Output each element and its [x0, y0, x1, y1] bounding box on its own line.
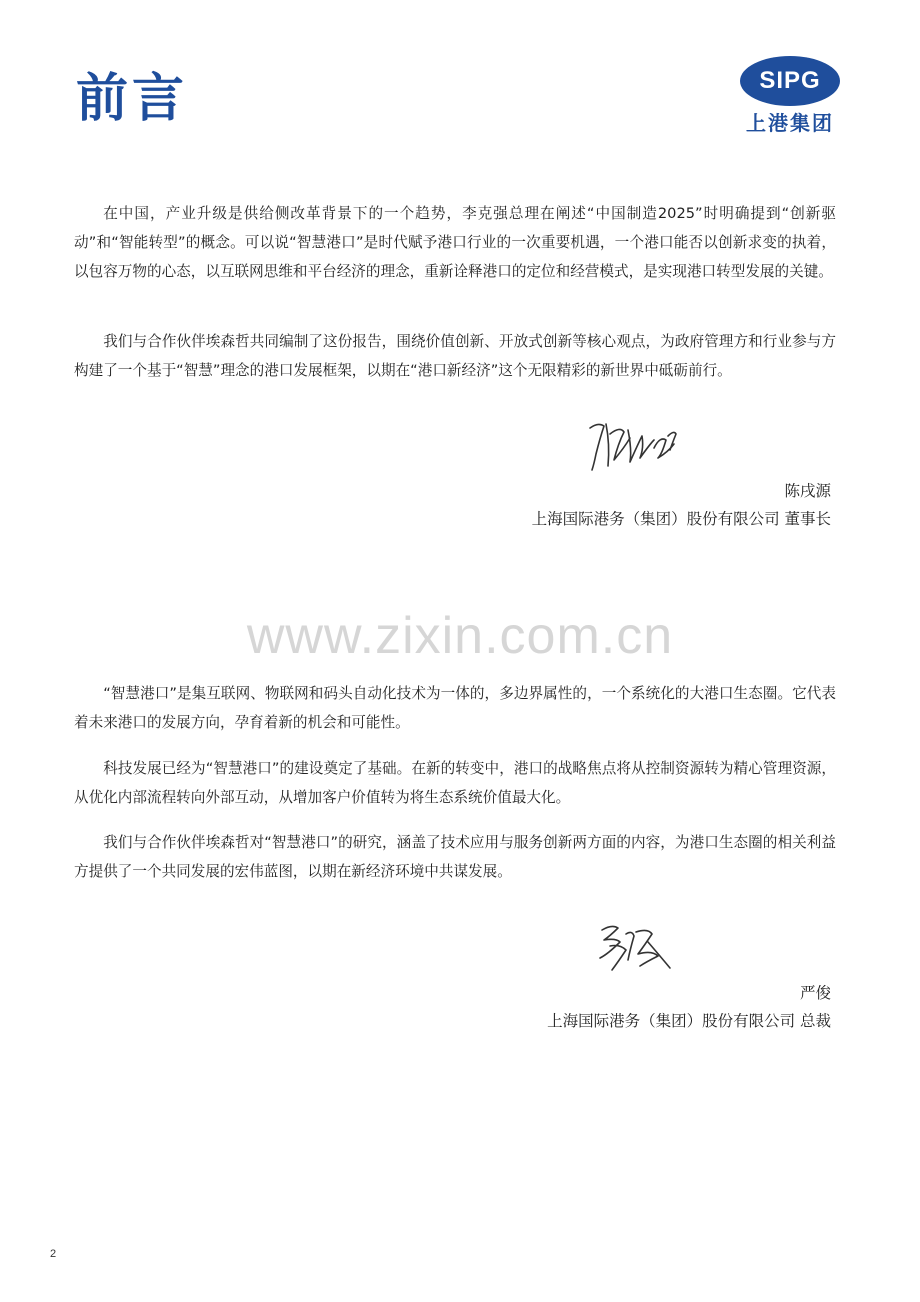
signer-title-2: 上海国际港务（集团）股份有限公司 总裁 [547, 1012, 831, 1030]
signer-name-1: 陈戌源 [784, 482, 831, 500]
section1-paragraph-2: 我们与合作伙伴埃森哲共同编制了这份报告，围绕价值创新、开放式创新等核心观点，为政府管理方和行业参与方构建了一个基于“智慧”理念的港口发展框架，以期在“港口新经济”这个无限精彩的新世界中砥砺前行。 [74, 333, 836, 379]
signature-yan-image [596, 920, 676, 976]
page-title: 前言 [76, 69, 189, 129]
logo-chinese: 上港集团 [746, 111, 834, 135]
logo-text: SIPG [740, 56, 840, 106]
sipg-logo [736, 56, 844, 140]
section2-paragraph-3: 我们与合作伙伴埃森哲对“智慧港口”的研究，涵盖了技术应用与服务创新两方面的内容，为港口生态圈的相关利益方提供了一个共同发展的宏伟蓝图，以期在新经济环境中共谋发展。 [74, 834, 836, 880]
signer-title-1: 上海国际港务（集团）股份有限公司 董事长 [531, 510, 831, 528]
section2-paragraph-1: “智慧港口”是集互联网、物联网和码头自动化技术为一体的，多边界属性的，一个系统化的大港口生态圈。它代表着未来港口的发展方向，孕育着新的机会和可能性。 [74, 685, 836, 731]
watermark: www.zixin.com.cn [246, 607, 674, 665]
section2-paragraph-2: 科技发展已经为“智慧港口”的建设奠定了基础。在新的转变中，港口的战略焦点将从控制资源转为精心管理资源，从优化内部流程转向外部互动，从增加客户价值转为将生态系统价值最大化。 [74, 760, 836, 806]
signer-name-2: 严俊 [799, 984, 831, 1002]
page-number: 2 [50, 1248, 57, 1260]
section1-paragraph-1: 在中国，产业升级是供给侧改革背景下的一个趋势，李克强总理在阐述“中国制造2025”时明确提到“创新驱动”和“智能转型”的概念。可以说“智慧港口”是时代赋予港口行业的一次重要机遇，一个港口能否以创新求变的执着，以包容万物的心态，以互联网思维和平台经济的理念，重新诠释港口的定位和经营模式，是实现港口转型发展的关键。 [74, 205, 836, 280]
signature-chen-image [584, 414, 684, 474]
